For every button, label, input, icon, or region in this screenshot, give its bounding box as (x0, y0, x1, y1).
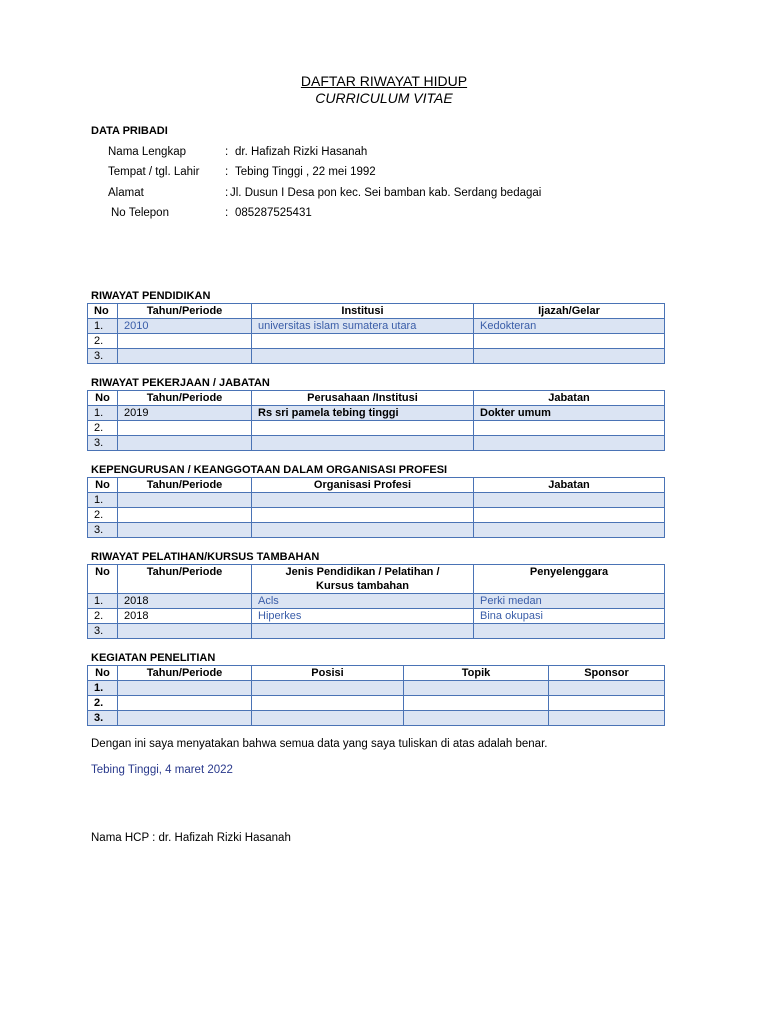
cell-jabatan (474, 421, 665, 436)
document-title: DAFTAR RIWAYAT HIDUP (300, 73, 468, 89)
section-heading-penelitian: KEGIATAN PENELITIAN (91, 652, 216, 664)
section-heading-pelatihan: RIWAYAT PELATIHAN/KURSUS TAMBAHAN (91, 551, 320, 563)
table-pendidikan (87, 303, 665, 364)
header-jabatan: Jabatan (474, 391, 665, 406)
cell-tahun (118, 711, 252, 726)
cell-posisi (252, 681, 404, 696)
table-header-row (88, 565, 665, 594)
header-no: No (88, 391, 118, 406)
header-ijazah: Ijazah/Gelar (474, 304, 665, 319)
cell-sponsor (549, 696, 665, 711)
header-tahun: Tahun/Periode (118, 565, 252, 594)
cell-tahun (118, 681, 252, 696)
cell-organisasi (252, 523, 474, 538)
cell-jenis (252, 624, 474, 639)
header-posisi: Posisi (252, 666, 404, 681)
cell-topik (404, 696, 549, 711)
cell-tahun (118, 493, 252, 508)
personal-value: 085287525431 (235, 207, 312, 219)
personal-label: Tempat / tgl. Lahir (108, 166, 200, 178)
header-topik: Topik (404, 666, 549, 681)
cell-penyelenggara (474, 624, 665, 639)
cell-no: 2. (88, 334, 118, 349)
cell-no: 1. (88, 493, 118, 508)
table-header-row (88, 666, 665, 681)
header-perusahaan: Perusahaan /Institusi (252, 391, 474, 406)
cell-posisi (252, 711, 404, 726)
cell-tahun (118, 696, 252, 711)
cell-tahun (118, 436, 252, 451)
personal-row-alamat (108, 187, 541, 199)
cell-tahun (118, 523, 252, 538)
header-penyelenggara: Penyelenggara (474, 565, 665, 594)
cell-no: 1. (88, 319, 118, 334)
cell-no: 1. (88, 594, 118, 609)
cell-perusahaan (252, 421, 474, 436)
table-row (88, 406, 665, 421)
table-row (88, 508, 665, 523)
section-heading-pekerjaan: RIWAYAT PEKERJAAN / JABATAN (91, 377, 270, 389)
header-no: No (88, 304, 118, 319)
cell-no: 3. (88, 349, 118, 364)
cell-organisasi (252, 493, 474, 508)
cell-jabatan (474, 508, 665, 523)
document-subtitle: CURRICULUM VITAE (315, 90, 453, 106)
cell-topik (404, 711, 549, 726)
cell-institusi (252, 349, 474, 364)
cell-no: 2. (88, 696, 118, 711)
cell-no: 1. (88, 406, 118, 421)
cell-no: 1. (88, 681, 118, 696)
table-pelatihan (87, 564, 665, 639)
personal-colon: : (225, 166, 229, 178)
table-pekerjaan (87, 390, 665, 451)
table-penelitian (87, 665, 665, 726)
cell-sponsor (549, 711, 665, 726)
table-row (88, 421, 665, 436)
header-no: No (88, 565, 118, 594)
personal-label: Alamat (108, 187, 144, 199)
cell-ijazah (474, 334, 665, 349)
cell-sponsor (549, 681, 665, 696)
cell-jabatan (474, 436, 665, 451)
cell-tahun (118, 508, 252, 523)
cell-institusi: universitas islam sumatera utara (252, 319, 474, 334)
table-header-row (88, 304, 665, 319)
section-heading-pendidikan: RIWAYAT PENDIDIKAN (91, 290, 211, 302)
cell-perusahaan: Rs sri pamela tebing tinggi (252, 406, 474, 421)
personal-value: dr. Hafizah Rizki Hasanah (235, 146, 368, 158)
cell-no: 2. (88, 508, 118, 523)
cell-tahun: 2018 (118, 594, 252, 609)
cell-no: 2. (88, 421, 118, 436)
section-heading-data-pribadi: DATA PRIBADI (91, 125, 168, 137)
header-jenis-pendidikan: Jenis Pendidikan / Pelatihan / Kursus tambahan (252, 565, 474, 594)
table-row (88, 349, 665, 364)
header-tahun: Tahun/Periode (118, 391, 252, 406)
cell-jabatan: Dokter umum (474, 406, 665, 421)
header-sponsor: Sponsor (549, 666, 665, 681)
personal-row-nama (108, 146, 367, 158)
table-row (88, 711, 665, 726)
personal-row-tempat-lahir (108, 166, 376, 178)
cell-no: 3. (88, 523, 118, 538)
cell-jenis: Hiperkes (252, 609, 474, 624)
personal-value: Tebing Tinggi , 22 mei 1992 (235, 166, 376, 178)
table-header-row (88, 391, 665, 406)
table-row (88, 624, 665, 639)
header-tahun: Tahun/Periode (118, 666, 252, 681)
table-row (88, 436, 665, 451)
personal-colon: : (225, 207, 229, 219)
table-header-row (88, 478, 665, 493)
table-row (88, 681, 665, 696)
cell-no: 2. (88, 609, 118, 624)
cell-ijazah (474, 349, 665, 364)
table-row (88, 334, 665, 349)
table-row (88, 319, 665, 334)
cell-no: 3. (88, 624, 118, 639)
header-organisasi: Organisasi Profesi (252, 478, 474, 493)
cell-ijazah: Kedokteran (474, 319, 665, 334)
personal-colon: : (225, 146, 229, 158)
cell-jenis: Acls (252, 594, 474, 609)
table-row (88, 609, 665, 624)
header-institusi: Institusi (252, 304, 474, 319)
header-jabatan: Jabatan (474, 478, 665, 493)
cell-tahun: 2010 (118, 319, 252, 334)
personal-value: Jl. Dusun I Desa pon kec. Sei bamban kab. Serdang bedagai (230, 187, 542, 199)
personal-label: No Telepon (111, 207, 169, 219)
place-date: Tebing Tinggi, 4 maret 2022 (91, 764, 233, 776)
cell-posisi (252, 696, 404, 711)
table-organisasi (87, 477, 665, 538)
header-no: No (88, 666, 118, 681)
cell-no: 3. (88, 436, 118, 451)
cell-institusi (252, 334, 474, 349)
cell-tahun (118, 349, 252, 364)
cell-tahun (118, 334, 252, 349)
personal-label: Nama Lengkap (108, 146, 186, 158)
table-row (88, 493, 665, 508)
cell-penyelenggara: Bina okupasi (474, 609, 665, 624)
cell-tahun: 2019 (118, 406, 252, 421)
header-no: No (88, 478, 118, 493)
declaration-statement: Dengan ini saya menyatakan bahwa semua data yang saya tuliskan di atas adalah benar. (91, 738, 548, 750)
cell-tahun (118, 421, 252, 436)
cell-penyelenggara: Perki medan (474, 594, 665, 609)
cell-tahun: 2018 (118, 609, 252, 624)
table-row (88, 594, 665, 609)
cell-jabatan (474, 523, 665, 538)
signature-name: Nama HCP : dr. Hafizah Rizki Hasanah (91, 832, 291, 844)
personal-row-telepon (111, 207, 312, 219)
cell-jabatan (474, 493, 665, 508)
header-tahun: Tahun/Periode (118, 304, 252, 319)
table-row (88, 523, 665, 538)
personal-colon: : (225, 187, 229, 199)
cell-no: 3. (88, 711, 118, 726)
cell-tahun (118, 624, 252, 639)
cell-perusahaan (252, 436, 474, 451)
header-tahun: Tahun/Periode (118, 478, 252, 493)
section-heading-organisasi: KEPENGURUSAN / KEANGGOTAAN DALAM ORGANISASI PROFESI (91, 464, 448, 476)
table-row (88, 696, 665, 711)
cell-topik (404, 681, 549, 696)
cell-organisasi (252, 508, 474, 523)
